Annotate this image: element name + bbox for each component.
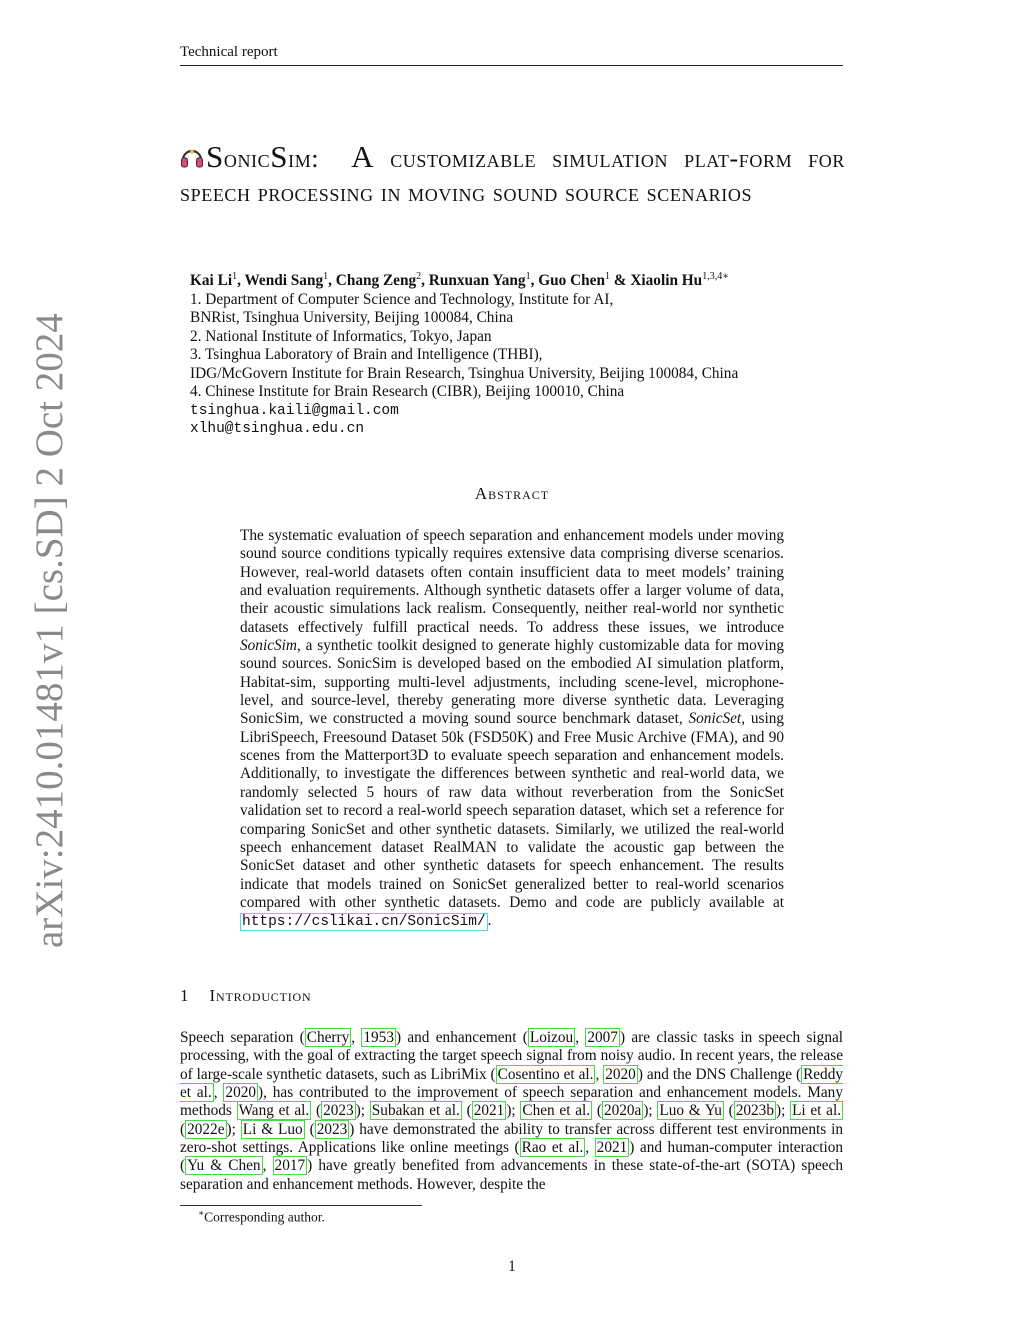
citation-link[interactable]: Yu & Chen [187, 1157, 261, 1175]
headphones-logo-icon [180, 146, 204, 168]
citation-link[interactable]: Cherry [306, 1029, 350, 1046]
intro-text: ( [180, 1120, 186, 1138]
page-number: 1 [508, 1258, 516, 1275]
citation-link[interactable]: 2020a [603, 1102, 642, 1120]
footnote-rule [180, 1205, 422, 1206]
intro-text: ( [311, 1102, 322, 1120]
citation-link[interactable]: Li & Luo [242, 1120, 303, 1138]
citation-link[interactable]: 2007 [587, 1029, 618, 1046]
citation-link[interactable]: 2023 [323, 1102, 354, 1120]
affiliation: 1. Department of Computer Science and Technology, Institute for AI, [190, 290, 614, 308]
intro-text: , [351, 1029, 362, 1046]
affiliation: 4. Chinese Institute for Brain Research (CIBR), Beijing 100010, China [190, 383, 625, 401]
citation-link[interactable]: 1953 [363, 1029, 394, 1046]
citation-link[interactable]: Reddy et al. [180, 1065, 844, 1102]
citation-link[interactable]: 2021 [473, 1102, 505, 1120]
intro-text: , [575, 1029, 586, 1046]
citation-link[interactable]: Li et al. [792, 1102, 842, 1120]
intro-text: , [585, 1139, 595, 1157]
citation-link[interactable]: 2023b [735, 1102, 774, 1120]
citation-link[interactable]: Chen et al. [522, 1102, 591, 1120]
intro-text: , [213, 1084, 224, 1102]
citation-link[interactable]: 2020 [225, 1084, 257, 1102]
citation-link[interactable]: Subakan et al. [371, 1102, 460, 1120]
intro-text: , [262, 1157, 273, 1175]
intro-text: ( [461, 1102, 472, 1120]
citation-link[interactable]: 2023 [316, 1120, 348, 1138]
footnote: ∗Corresponding author. [198, 1208, 325, 1225]
citation-link[interactable]: 2021 [596, 1139, 628, 1157]
intro-text: ( [592, 1102, 602, 1120]
paper-title: SonicSim: A customizable simulation plat-form for speech processing in moving sound source scenarios [180, 139, 846, 207]
affiliation: 3. Tsinghua Laboratory of Brain and Intelligence (THBI), [190, 346, 543, 364]
intro-text: ( [304, 1120, 315, 1138]
citation-link[interactable]: Loizou [529, 1029, 574, 1046]
intro-text: ) and the DNS Challenge ( [637, 1065, 802, 1083]
citation-link[interactable]: 2022e [187, 1120, 225, 1138]
title-rest: customizable simulation plat-form for speech processing in moving sound source scenarios [180, 144, 846, 207]
citation-link[interactable]: Cosentino et al. [497, 1065, 594, 1083]
intro-text: ) and enhancement ( [395, 1029, 528, 1046]
intro-text: ); [775, 1102, 791, 1120]
intro-paragraph [180, 1029, 843, 1194]
citation-link[interactable]: 2020 [605, 1065, 636, 1083]
intro-text: ), has contributed to the improvement of speech separation and enhancement models. Many methods [180, 1084, 843, 1120]
arxiv-stamp: arXiv:2410.01481v1 [cs.SD] 2 Oct 2024 [28, 313, 71, 948]
intro-text: ) have greatly benefited from advancements in these state-of-the-art (SOTA) speech separation and enhancement methods. However, despite the [180, 1157, 843, 1193]
email-link[interactable]: xlhu@tsinghua.edu.cn [190, 421, 365, 438]
section-heading: 1 Introduction [180, 986, 312, 1005]
intro-text: ) are classic tasks in speech signal processing, with the goal of extracting the target speech signal from noisy audio. In recent years, the release of large-scale synthetic datasets, such as LibriMix ( [180, 1029, 844, 1083]
abstract-text: The systematic evaluation of speech separation and enhancement models under moving sound source conditions typically requires extensive data comprising diverse scenarios. However, real-world datasets often contain insufficient data to meet models’ training and evaluation requirements. Although synthetic datasets offer a larger volume of data, their acoustic simulations lack realism. Consequently, neither real-world nor synthetic datasets effectively fulfill practical needs. To address these issues, we introduce SonicSim, a synthetic toolkit designed to generate highly customizable data for moving sound sources. SonicSim is developed based on the embodied AI simulation platform, Habitat-sim, supporting multi-level adjustments, including scene-level, microphone-level, and source-level, thereby generating more diverse synthetic data. Leveraging SonicSim, we constructed a moving sound source benchmark dataset, SonicSet, using LibriSpeech, Freesound Dataset 50k (FSD50K) and Free Music Archive (FMA), and 90 scenes from the Matterport3D to evaluate speech separation and enhancement models. Additionally, to investigate the differences between synthetic and real-world data, we randomly selected 5 hours of raw data without reverberation from the SonicSet validation set to record a real-world speech separation dataset, which set a reference for comparing SonicSet and other synthetic datasets. Similarly, we utilized the real-world speech enhancement dataset RealMAN to validate the acoustic gap between the SonicSet dataset and other synthetic datasets for speech enhancement. The results indicate that models trained on SonicSet generalized better to real-world scenarios compared with other synthetic datasets. Demo and code are publicly available at https://cslikai.cn/SonicSim/ . [240, 527, 785, 931]
citation-link[interactable]: Luo & Yu [659, 1102, 722, 1120]
author-list: Kai Li$^1$, Wendi Sang$^1$, Chang Zeng$^2$, Runxuan Yang$^1$, Guo Chen$^1$ & Xiaolin $Hu^{1,3,4∗}$ [190, 271, 729, 290]
intro-text: ); [226, 1120, 241, 1138]
email-link[interactable]: tsinghua.kaili@gmail.com [190, 402, 399, 419]
intro-text: ); [355, 1102, 370, 1120]
affiliation: BNRist, Tsinghua University, Beijing 100084, China [190, 309, 514, 327]
abstract-heading: Abstract [474, 484, 550, 503]
intro-text: , [595, 1065, 604, 1083]
citation-link[interactable]: Rao et al. [521, 1139, 584, 1157]
intro-text: ); [643, 1102, 658, 1120]
running-header: Technical report [180, 44, 843, 66]
author-block [190, 268, 850, 439]
intro-text: ) and human-computer interaction ( [180, 1139, 844, 1175]
demo-url-link[interactable]: https://cslikai.cn/SonicSim/ [242, 914, 486, 931]
citation-link[interactable]: Wang et al. [238, 1102, 310, 1120]
intro-text: Speech separation ( [180, 1029, 305, 1046]
intro-text: ( [723, 1102, 734, 1120]
intro-text: ); [506, 1102, 521, 1120]
citation-link[interactable]: 2017 [274, 1157, 306, 1175]
affiliation: IDG/McGovern Institute for Brain Research, Tsinghua University, Beijing 100084, China [190, 364, 739, 382]
affiliation: 2. National Institute of Informatics, Tokyo, Japan [190, 327, 492, 345]
intro-text: ) have demonstrated the ability to transfer across different test environments in zero-shot settings. Applications like online meetings ( [180, 1120, 843, 1157]
